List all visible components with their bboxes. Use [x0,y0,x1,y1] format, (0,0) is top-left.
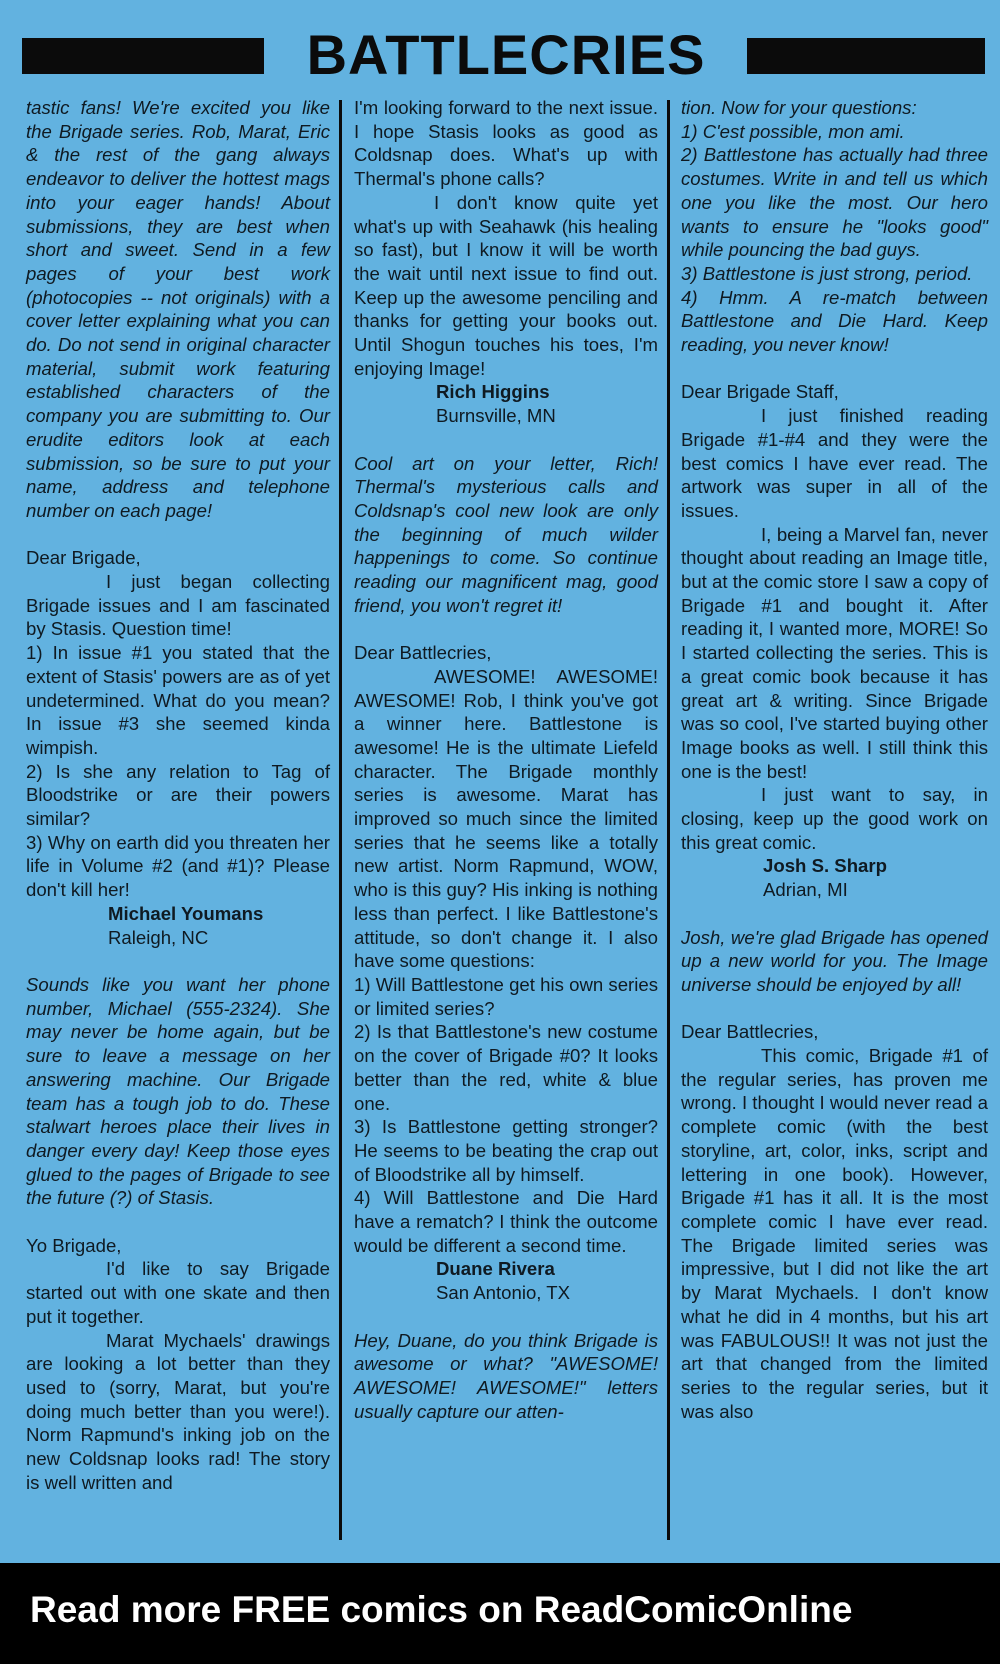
editor-reply: Josh, we're glad Brigade has opened up a new world for you. The Image universe should be enjoyed by all! [681,926,988,995]
letter-paragraph: I just want to say, in closing, keep up the good work on this great comic. [681,784,988,853]
letter-signature: Rich Higgins [436,381,550,403]
letter-paragraph: Marat Mychaels' drawings are looking a lot better than they used to (sorry, Marat, but you're doing much better than you were!). Norm Rapmund's inking job on the new Coldsnap looks rad! The story is well written and [26,1329,330,1493]
letter-signature: Josh S. Sharp [763,855,887,877]
letter-signature: Duane Rivera [436,1258,555,1280]
letter-location: Burnsville, MN [436,405,556,427]
letter-salutation: Yo Brigade, [26,1234,122,1256]
title-bar-right [747,38,985,74]
editor-reply: Cool art on your letter, Rich! Thermal's mysterious calls and Coldsnap's cool new look are only the beginning of much wilder happenings to come. So continue reading our magnificent mag, good friend, you won't regret it! [354,452,658,616]
letter-salutation: Dear Brigade Staff, [681,381,839,403]
letter-salutation: Dear Battlecries, [354,642,492,664]
letter-location: San Antonio, TX [436,1282,571,1304]
editor-answer: 3) Battlestone is just strong, period. [681,262,973,284]
letter-question: 3) Is Battlestone getting stronger? He seems to be beating the crap out of Bloodstrike all by himself. [354,1116,658,1185]
column-2 [354,96,658,1423]
editor-answer: 2) Battlestone has actually had three costumes. Write in and tell us which one you like the most. Our hero wants to ensure he "looks good" while pouncing the bad guys. [681,144,988,261]
editor-reply: tion. Now for your questions: [681,97,917,118]
letter-question: 2) Is she any relation to Tag of Bloodstrike or are their powers similar? [26,760,330,830]
title-bar-left [22,38,264,74]
letter-paragraph: I just finished reading Brigade #1-#4 and they were the best comics I have ever read. The artwork was super in all of the issues. [681,405,988,521]
letter-salutation: Dear Brigade, [26,547,141,569]
letter-salutation: Dear Battlecries, [681,1021,819,1043]
letter-paragraph: I don't know quite yet what's up with Seahawk (his healing so fast), but I know it will be worth the wait until next issue to find out. Keep up the awesome penciling and thanks for getting your books out. Until Shogun touches his toes, I'm enjoying Image! [354,191,658,379]
letter-location: Adrian, MI [763,879,848,901]
column-3 [681,96,988,1423]
column-divider [667,100,670,1540]
editor-reply: Hey, Duane, do you think Brigade is awesome or what? "AWESOME! AWESOME! AWESOME!" letters usually capture our atten- [354,1329,658,1422]
letter-question: 1) In issue #1 you stated that the extent of Stasis' powers are as of yet undetermined. What do you mean? In issue #3 she seemed kinda wimpish. [26,642,330,758]
letter-paragraph: This comic, Brigade #1 of the regular series, has proven me wrong. I thought I would never read a complete comic (with the best storyline, art, color, inks, script and lettering in one book). However, Brigade #1 has it all. It is the most complete comic I have ever read. The Brigade limited series was impressive, but I did not like the art by Marat Mychaels. I don't know what he did in 4 months, but his art was FABULOUS!! It was not just the art that changed from the limited series to the regular series, but it was also [681,1045,988,1422]
footer-text: Read more FREE comics on ReadComicOnline [30,1589,853,1630]
letter-paragraph: I just began collecting Brigade issues and I am fascinated by Stasis. Question time! [26,571,330,640]
letter-question: 3) Why on earth did you threaten her life in Volume #2 (and #1)? Please don't kill her! [26,831,330,901]
letter-paragraph: AWESOME! AWESOME! AWESOME! Rob, I think you've got a winner here. Battlestone is awesome! He is the ultimate Liefeld character. The Brigade monthly series is awesome. Marat has improved so much since the limited series that he seems like a totally new artist. Norm Rapmund, WOW, who is this guy? His inking is nothing less than perfect. I like Battlestone's attitude, so don't change it. I also have some questions: [354,665,658,972]
editor-reply: tastic fans! We're excited you like the Brigade series. Rob, Marat, Eric & the rest of the gang always endeavor to deliver the hottest mags into your eager hands! About submissions, they are best when short and sweet. Send in a few pages of your best work (photocopies -- not originals) with a cover letter explaining what you can do. Do not send in original character material, submit work featuring established characters of the company you are submitting to. Our erudite editors look at each submission, so be sure to put your name, address and telephone number on each page! [26,97,330,521]
editor-answer: 4) Hmm. A re-match between Battlestone and Die Hard. Keep reading, you never know! [681,286,988,356]
letter-location: Raleigh, NC [108,926,209,948]
page-title: BATTLECRIES [306,23,706,86]
column-divider [339,100,342,1540]
letter-question: 2) Is that Battlestone's new costume on the cover of Brigade #0? It looks better than the red, white & blue one. [354,1021,658,1114]
editor-answer: 1) C'est possible, mon ami. [681,120,905,142]
letter-paragraph: I'm looking forward to the next issue. I hope Stasis looks as good as Coldsnap does. What's up with Thermal's phone calls? [354,97,658,190]
letter-paragraph: I'd like to say Brigade started out with one skate and then put it together. [26,1258,330,1327]
editor-reply: Sounds like you want her phone number, Michael (555-2324). She may never be home again, but be sure to leave a message on her answering machine. Our Brigade team has a tough job to do. These stalwart heroes place their lives in danger every day! Keep those eyes glued to the pages of Brigade to see the future (?) of Stasis. [26,973,330,1209]
letter-question: 4) Will Battlestone and Die Hard have a rematch? I think the outcome would be different a second time. [354,1187,658,1256]
letter-question: 1) Will Battlestone get his own series or limited series? [354,973,658,1019]
letter-paragraph: I, being a Marvel fan, never thought about reading an Image title, but at the comic store I saw a copy of Brigade #1 and bought it. After reading it, I wanted more, MORE! So I started collecting the series. This is a great comic book because it has great art & writing. Since Brigade was so cool, I've started buying other Image books as well. I still think this one is the best! [681,523,988,782]
letter-signature: Michael Youmans [108,902,264,924]
column-1 [26,96,330,1494]
